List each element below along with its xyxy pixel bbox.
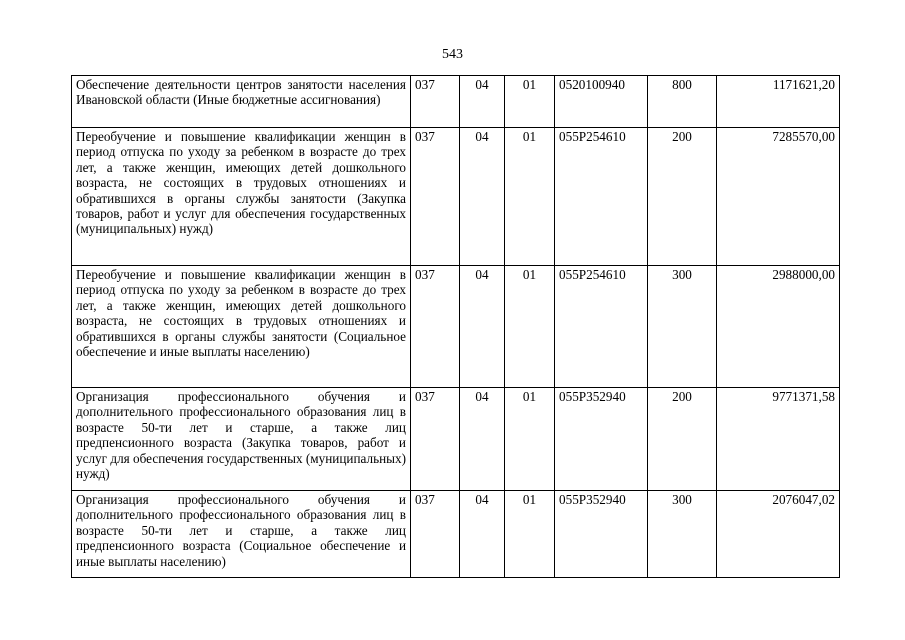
row-description: Организация профессионального обучения и дополнительного профессионального образования лиц в возрасте 50-ти лет и старше, а также лиц предпенсионного возраста (Социальное обеспечение и иные выплаты населению) (72, 491, 411, 578)
table-row (72, 388, 840, 491)
amount-value: 7285570,00 (717, 128, 840, 266)
row-description: Организация профессионального обучения и дополнительного профессионального образования лиц в возрасте 50-ти лет и старше, а также лиц предпенсионного возраста (Закупка товаров, работ и услуг для обеспечения государственных (муниципальных) нужд) (72, 388, 411, 491)
amount-value: 9771371,58 (717, 388, 840, 491)
target-article-code: 055P352940 (555, 491, 648, 578)
section-code: 04 (460, 491, 505, 578)
amount-value: 2988000,00 (717, 266, 840, 388)
page-number: 543 (442, 47, 463, 62)
section-code: 04 (460, 266, 505, 388)
subsection-code: 01 (505, 491, 555, 578)
expense-type-code: 300 (648, 266, 717, 388)
table-row (72, 76, 840, 128)
expense-type-code: 200 (648, 388, 717, 491)
ministry-code: 037 (411, 388, 460, 491)
ministry-code: 037 (411, 128, 460, 266)
table-row (72, 128, 840, 266)
subsection-code: 01 (505, 388, 555, 491)
budget-table (71, 75, 840, 578)
row-description: Переобучение и повышение квалификации женщин в период отпуска по уходу за ребенком в возрасте до трех лет, а также женщин, имеющих детей дошкольного возраста, не состоящих в трудовых отношениях и обратившихся в органы службы занятости (Социальное обеспечение и иные выплаты населению) (72, 266, 411, 388)
table-row (72, 266, 840, 388)
subsection-code: 01 (505, 266, 555, 388)
amount-value: 1171621,20 (717, 76, 840, 128)
amount-value: 2076047,02 (717, 491, 840, 578)
section-code: 04 (460, 128, 505, 266)
expense-type-code: 300 (648, 491, 717, 578)
section-code: 04 (460, 76, 505, 128)
target-article-code: 0520100940 (555, 76, 648, 128)
expense-type-code: 200 (648, 128, 717, 266)
ministry-code: 037 (411, 491, 460, 578)
section-code: 04 (460, 388, 505, 491)
ministry-code: 037 (411, 76, 460, 128)
subsection-code: 01 (505, 76, 555, 128)
subsection-code: 01 (505, 128, 555, 266)
table-row (72, 491, 840, 578)
target-article-code: 055P254610 (555, 128, 648, 266)
target-article-code: 055P352940 (555, 388, 648, 491)
ministry-code: 037 (411, 266, 460, 388)
row-description: Обеспечение деятельности центров занятости населения Ивановской области (Иные бюджетные ассигнования) (72, 76, 411, 128)
target-article-code: 055P254610 (555, 266, 648, 388)
row-description: Переобучение и повышение квалификации женщин в период отпуска по уходу за ребенком в возрасте до трех лет, а также женщин, имеющих детей дошкольного возраста, не состоящих в трудовых отношениях и обратившихся в органы службы занятости (Закупка товаров, работ и услуг для обеспечения государственных (муниципальных) нужд) (72, 128, 411, 266)
expense-type-code: 800 (648, 76, 717, 128)
